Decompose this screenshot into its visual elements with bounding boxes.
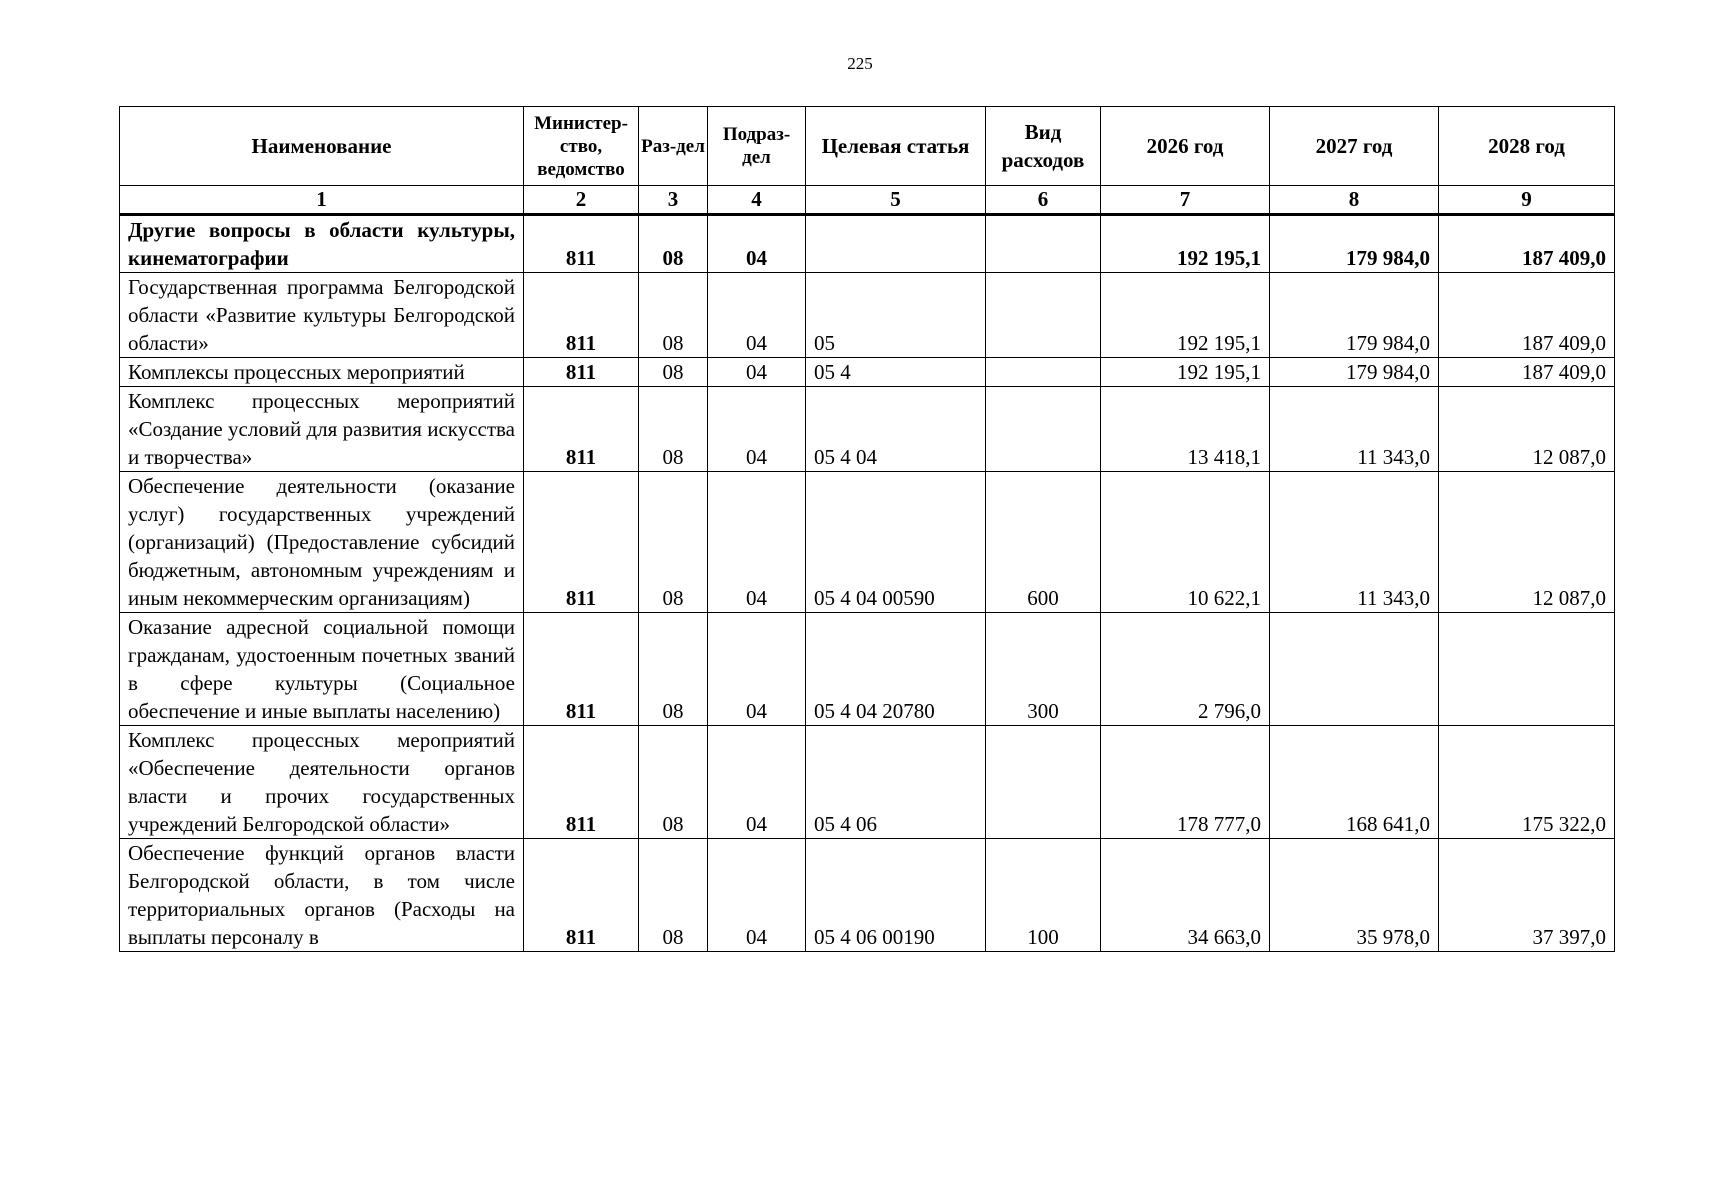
- row-target: 05 4 04 20780: [806, 613, 986, 726]
- row-2027: [1270, 613, 1439, 726]
- row-expense-type: [986, 387, 1101, 472]
- row-name: Комплекс процессных мероприятий «Обеспечение деятельности органов власти и прочих государственных учреждений Белгородской области»: [120, 726, 524, 839]
- row-2026: 13 418,1: [1101, 387, 1270, 472]
- row-target: 05 4 04: [806, 387, 986, 472]
- row-section: 08: [639, 273, 708, 358]
- row-target: [806, 215, 986, 273]
- row-name: Государственная программа Белгородской области «Развитие культуры Белгородской области»: [120, 273, 524, 358]
- table-row: [120, 613, 1615, 726]
- row-2026: 192 195,1: [1101, 358, 1270, 387]
- row-subsection: 04: [708, 613, 806, 726]
- header-section: Раз-дел: [639, 107, 708, 186]
- row-section: 08: [639, 613, 708, 726]
- row-subsection: 04: [708, 472, 806, 613]
- column-number: 2: [524, 186, 639, 215]
- table-row: [120, 358, 1615, 387]
- row-section: 08: [639, 358, 708, 387]
- table-row: [120, 839, 1615, 952]
- row-target: 05 4 06: [806, 726, 986, 839]
- row-name: Оказание адресной социальной помощи гражданам, удостоенным почетных званий в сфере культуры (Социальное обеспечение и иные выплаты населению): [120, 613, 524, 726]
- row-section: 08: [639, 472, 708, 613]
- header-ministry: Министер-ство, ведомство: [524, 107, 639, 186]
- column-number: 9: [1439, 186, 1615, 215]
- row-expense-type: [986, 726, 1101, 839]
- row-2027: 179 984,0: [1270, 358, 1439, 387]
- row-section: 08: [639, 387, 708, 472]
- column-number-row: [120, 186, 1615, 215]
- row-expense-type: [986, 358, 1101, 387]
- row-expense-type: [986, 215, 1101, 273]
- row-2028: 12 087,0: [1439, 387, 1615, 472]
- header-2027: 2027 год: [1270, 107, 1439, 186]
- row-name: Обеспечение функций органов власти Белгородской области, в том числе территориальных органов (Расходы на выплаты персоналу в: [120, 839, 524, 952]
- row-2027: 11 343,0: [1270, 472, 1439, 613]
- header-subsection: Подраз-дел: [708, 107, 806, 186]
- row-2028: 12 087,0: [1439, 472, 1615, 613]
- row-subsection: 04: [708, 215, 806, 273]
- row-2027: 11 343,0: [1270, 387, 1439, 472]
- row-2026: 178 777,0: [1101, 726, 1270, 839]
- row-2028: 187 409,0: [1439, 358, 1615, 387]
- row-2028: 187 409,0: [1439, 215, 1615, 273]
- row-2028: 175 322,0: [1439, 726, 1615, 839]
- row-2026: 192 195,1: [1101, 273, 1270, 358]
- row-2027: 179 984,0: [1270, 273, 1439, 358]
- row-2027: 168 641,0: [1270, 726, 1439, 839]
- row-expense-type: 300: [986, 613, 1101, 726]
- page-number: 225: [847, 54, 873, 73]
- row-ministry: 811: [524, 215, 639, 273]
- row-section: 08: [639, 215, 708, 273]
- row-ministry: 811: [524, 613, 639, 726]
- row-2028: [1439, 613, 1615, 726]
- header-target: Целевая статья: [806, 107, 986, 186]
- row-ministry: 811: [524, 472, 639, 613]
- table-row: [120, 472, 1615, 613]
- header-2028: 2028 год: [1439, 107, 1615, 186]
- column-number: 4: [708, 186, 806, 215]
- row-ministry: 811: [524, 273, 639, 358]
- column-number: 6: [986, 186, 1101, 215]
- row-target: 05: [806, 273, 986, 358]
- row-2027: 35 978,0: [1270, 839, 1439, 952]
- row-expense-type: [986, 273, 1101, 358]
- row-2026: 10 622,1: [1101, 472, 1270, 613]
- table-row: [120, 215, 1615, 273]
- row-expense-type: 100: [986, 839, 1101, 952]
- row-2028: 187 409,0: [1439, 273, 1615, 358]
- row-expense-type: 600: [986, 472, 1101, 613]
- column-number: 1: [120, 186, 524, 215]
- row-2026: 34 663,0: [1101, 839, 1270, 952]
- budget-table: [119, 106, 1615, 952]
- row-ministry: 811: [524, 839, 639, 952]
- row-section: 08: [639, 726, 708, 839]
- row-ministry: 811: [524, 387, 639, 472]
- row-ministry: 811: [524, 358, 639, 387]
- row-section: 08: [639, 839, 708, 952]
- row-target: 05 4 06 00190: [806, 839, 986, 952]
- table-row: [120, 387, 1615, 472]
- header-expense-type: Вид расходов: [986, 107, 1101, 186]
- row-2028: 37 397,0: [1439, 839, 1615, 952]
- row-subsection: 04: [708, 387, 806, 472]
- row-subsection: 04: [708, 839, 806, 952]
- row-subsection: 04: [708, 726, 806, 839]
- row-name: Обеспечение деятельности (оказание услуг) государственных учреждений (организаций) (Предоставление субсидий бюджетным, автономным учреждениям и иным некоммерческим организациям): [120, 472, 524, 613]
- row-name: Комплексы процессных мероприятий: [120, 358, 524, 387]
- row-name: Другие вопросы в области культуры, кинематографии: [120, 215, 524, 273]
- row-target: 05 4 04 00590: [806, 472, 986, 613]
- row-2026: 2 796,0: [1101, 613, 1270, 726]
- table-row: [120, 273, 1615, 358]
- header-2026: 2026 год: [1101, 107, 1270, 186]
- header-name: Наименование: [120, 107, 524, 186]
- row-2026: 192 195,1: [1101, 215, 1270, 273]
- column-number: 5: [806, 186, 986, 215]
- row-name: Комплекс процессных мероприятий «Создание условий для развития искусства и творчества»: [120, 387, 524, 472]
- row-ministry: 811: [524, 726, 639, 839]
- row-subsection: 04: [708, 358, 806, 387]
- row-2027: 179 984,0: [1270, 215, 1439, 273]
- column-number: 8: [1270, 186, 1439, 215]
- column-number: 7: [1101, 186, 1270, 215]
- table-row: [120, 726, 1615, 839]
- column-number: 3: [639, 186, 708, 215]
- row-subsection: 04: [708, 273, 806, 358]
- table-header: [120, 107, 1615, 215]
- row-target: 05 4: [806, 358, 986, 387]
